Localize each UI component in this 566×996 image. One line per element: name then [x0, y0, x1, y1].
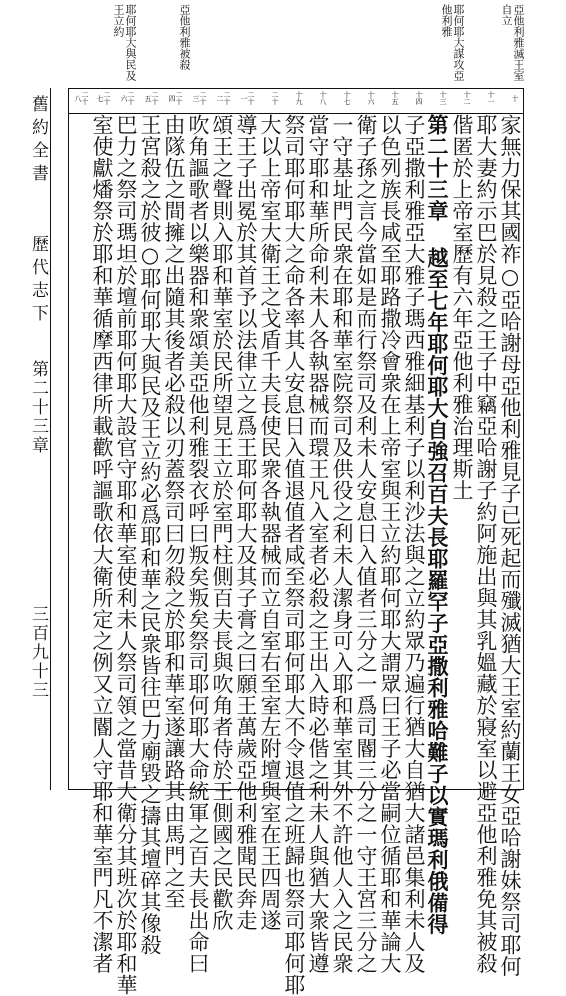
marginal-note: 亞他利雅被殺 — [178, 4, 191, 70]
line-number: 二十八 — [74, 91, 89, 105]
text-column: 大以上帝室大衛王之戈盾千夫長使民衆各執器械而立自室右至室左附壇與室在王四周遂 — [258, 114, 282, 931]
text-column: 耶大妻約示巴於見殺之王子中竊亞哈謝子約阿施出與其乳媼藏於寢室以避亞他利雅免其被殺 — [474, 114, 498, 974]
text-column: 偕匿於上帝室歷有六年亞他利雅治理斯土 — [450, 114, 474, 501]
line-number: 二十二 — [216, 91, 231, 105]
text-column: 王宮殺之於彼○耶何耶大與民及王立約必爲耶和華之民衆皆往巴力廟毀之擣其壇碎其像殺 — [138, 114, 162, 956]
line-number: 二十五 — [144, 91, 159, 105]
text-column: 子亞撒利雅亞大雅子瑪西雅細基利子以利沙法與之立約眾乃遍行猶大自猶大諸邑集利未人及 — [402, 114, 426, 974]
line-number: 十七 — [343, 91, 351, 105]
text-column: 由隊伍之間擁之出隨其後者必殺以刃蓋祭司曰勿殺之於耶和華室遂讓路其由馬門之至 — [162, 114, 186, 910]
line-number: 十 — [511, 94, 519, 102]
text-column: 導王子出冕於其首予以法律立之爲王耶何耶大及其子膏之曰願王萬歲亞他利雅聞民奔走 — [234, 114, 258, 931]
line-number: 二十一 — [240, 91, 255, 105]
line-number: 十九 — [295, 91, 303, 105]
text-column: 以色列族長咸至耶路撒冷會衆在上帝室與王立約耶何耶大謂眾曰王子必當嗣位循耶和華論大 — [378, 114, 402, 974]
text-column: 頌王之聲則入耶和華室於民所望見王立於室門柱側百夫長與吹角者侍於王側國之民歡欣 — [210, 114, 234, 931]
book-title: 舊約全書 — [28, 95, 48, 187]
text-column: 衛子孫之言今當如是而行祭司及利未人安息日入值者三分之一爲司閽三分之一守王宮三分之 — [354, 114, 378, 974]
line-number-row — [68, 88, 524, 114]
chapter-heading-column: 第二十三章 越至七年耶何耶大自強召百夫長耶羅罕子亞撒利雅哈難子以實瑪利俄備得 — [425, 114, 450, 935]
line-number: 十四 — [415, 91, 423, 105]
line-number: 二十六 — [120, 91, 135, 105]
text-column: 祭司耶何耶大之命各率其人安息日入值退值者咸至祭司耶何耶大不令退值之班歸也祭司耶何耶 — [282, 114, 306, 996]
text-column: 吹角謳歌者以樂器和衆頌美亞他利雅裂衣呼曰叛矣叛矣祭司耶何耶大命統軍之百夫長出命曰 — [186, 114, 210, 974]
line-number: 十五 — [391, 91, 399, 105]
page-number: 三百九十三 — [28, 605, 48, 700]
line-number: 二十四 — [168, 91, 183, 105]
text-column: 巴力之祭司瑪坦於壇前耶何耶大設官守耶和華室使利未人祭司領之當昔大衛分其班次於耶和華 — [114, 114, 138, 996]
text-column: 一守基址門民衆在耶和華室院祭司及供役之利未人潔身可入耶和華室其外不許他人入之民衆 — [330, 114, 354, 974]
text-column: 室使獻燔祭於耶和華循摩西律所載歡呼謳歌依大衛所定之例又立閽人守耶和華室門凡不潔者 — [90, 114, 114, 974]
marginal-note: 亞他利雅滅王室自立 — [500, 4, 525, 81]
line-number: 十一 — [487, 91, 495, 105]
line-number: 二十七 — [96, 91, 111, 105]
line-number: 二十 — [271, 91, 279, 105]
text-column: 當守耶和華所命利未人各執器械而環王凡入室者必殺之王出入時必偕之利未人與猶大衆皆遵 — [306, 114, 330, 974]
line-number: 十八 — [319, 91, 327, 105]
marginal-note: 耶何耶大謀攻亞他利雅 — [440, 4, 465, 81]
chapter-label: 第二十三章 — [28, 360, 48, 455]
line-number: 二十三 — [192, 91, 207, 105]
text-column: 家無力保其國祚○亞哈謝母亞他利雅見子已死起而殲滅猶大王室約蘭王女亞哈謝妹祭司耶何 — [498, 114, 522, 977]
line-number: 十二 — [463, 91, 471, 105]
line-number: 十三 — [439, 91, 447, 105]
section-title: 歷代志下 — [28, 235, 48, 327]
line-number: 十六 — [367, 91, 375, 105]
marginal-note: 耶何耶大與民及王立約 — [112, 4, 137, 81]
